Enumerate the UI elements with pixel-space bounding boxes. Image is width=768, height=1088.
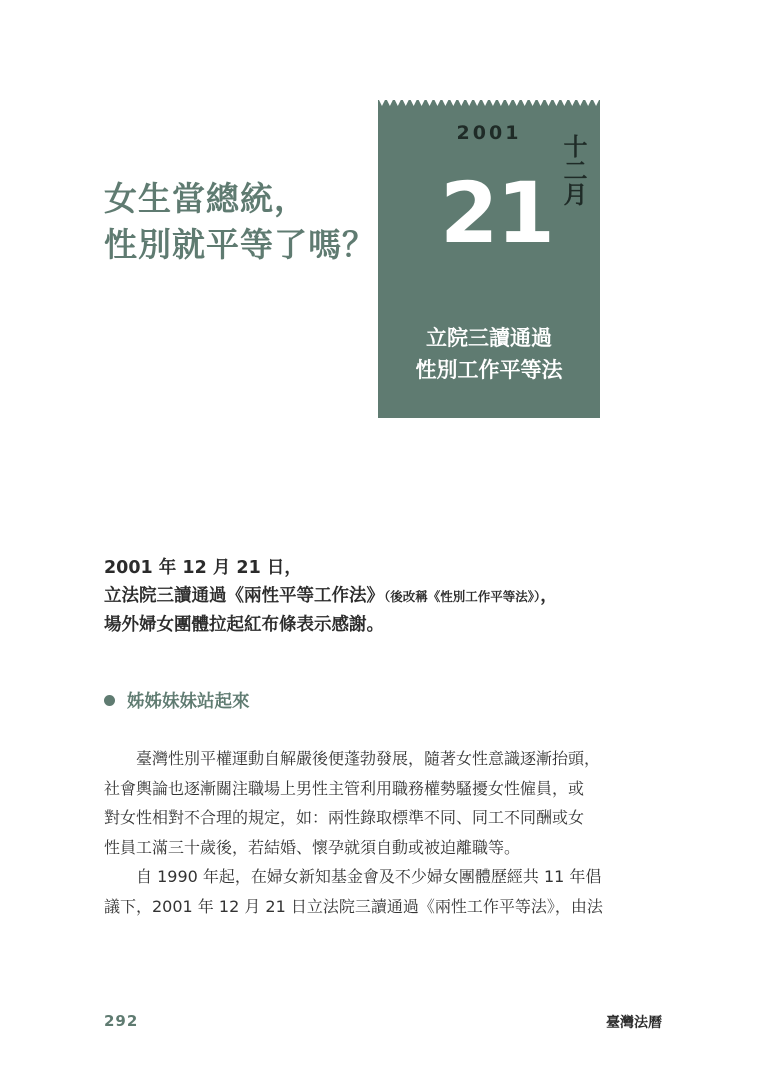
summary-line-2 bbox=[104, 582, 664, 611]
chapter-title-line-2: 性別就平等了嗎？ bbox=[104, 225, 376, 264]
body-line: 自 1990 年起，在婦女新知基金會及不少婦女團體歷經共 11 年倡 bbox=[136, 867, 602, 886]
summary-line-1: 2001 年 12 月 21 日， bbox=[104, 558, 302, 578]
body-line: 議下，2001 年 12 月 21 日立法院三讀通過《兩性工作平等法》，由法 bbox=[104, 896, 603, 916]
body-line: 性員工滿三十歲後，若結婚、懷孕就須自動或被迫離職等。 bbox=[104, 837, 521, 857]
summary-comma: ， bbox=[540, 586, 558, 606]
calendar-page bbox=[378, 100, 600, 418]
body-paragraphs bbox=[104, 744, 644, 921]
calendar-month: 十二月 bbox=[559, 134, 587, 206]
page-number: 292 bbox=[104, 1012, 139, 1030]
chapter-title-line-1: 女生當總統， bbox=[104, 179, 308, 218]
body-line: 對女性相對不合理的規定，如：兩性錄取標準不同、同工不同酬或女 bbox=[104, 808, 585, 827]
section-heading-text: 姊姊妹妹站起來 bbox=[127, 691, 250, 712]
chapter-title bbox=[104, 176, 384, 268]
section-heading bbox=[104, 686, 250, 714]
summary-law-name: 立法院三讀通過《兩性平等工作法》 bbox=[104, 586, 384, 606]
body-line: 社會輿論也逐漸關注職場上男性主管利用職務權勢騷擾女性僱員，或 bbox=[104, 778, 585, 798]
body-line: 臺灣性別平權運動自解嚴後便蓬勃發展，隨著女性意識逐漸抬頭， bbox=[136, 749, 601, 768]
calendar-day: 21 bbox=[440, 164, 553, 262]
calendar-event-line-2: 性別工作平等法 bbox=[415, 358, 563, 382]
bullet-dot-icon bbox=[104, 695, 115, 706]
calendar-event-line-1: 立院三讀通過 bbox=[426, 326, 552, 350]
date-summary bbox=[104, 554, 664, 639]
calendar-torn-edge bbox=[378, 98, 600, 110]
summary-rename-note: （後改稱《性別工作平等法》） bbox=[384, 589, 541, 604]
calendar-event bbox=[378, 322, 600, 386]
summary-line-3: 場外婦女團體拉起紅布條表示感謝。 bbox=[104, 615, 384, 635]
calendar-year: 2001 bbox=[456, 122, 522, 144]
running-book-title: 臺灣法曆 bbox=[606, 1015, 662, 1031]
